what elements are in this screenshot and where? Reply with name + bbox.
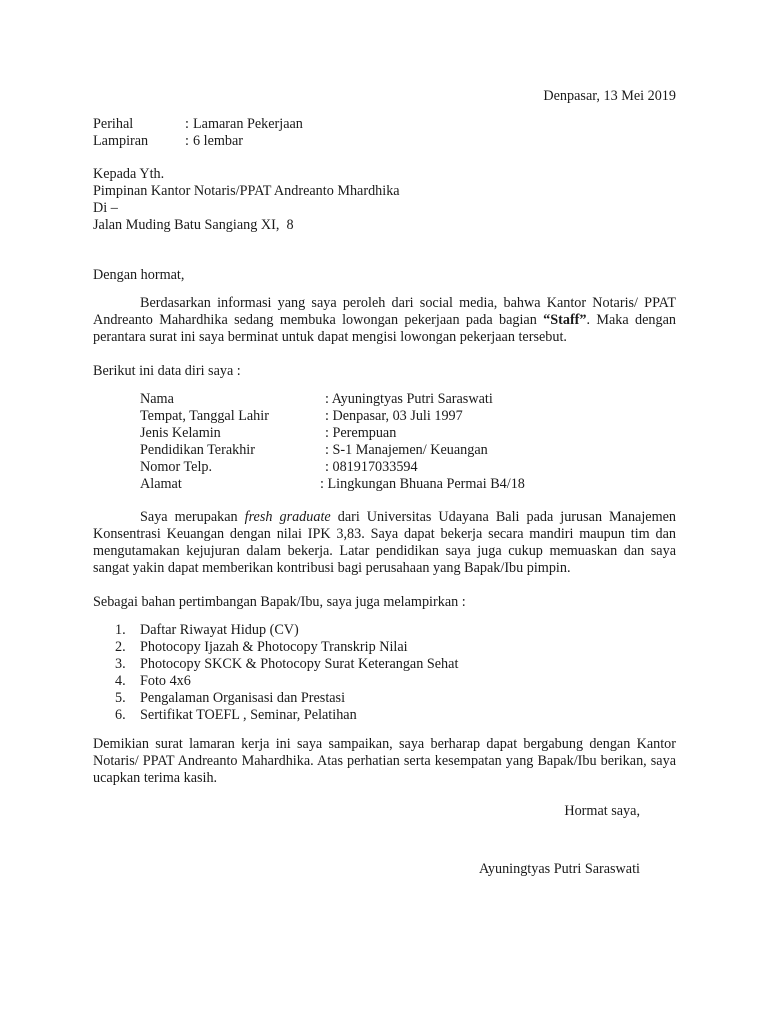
data-value: : Denpasar, 03 Juli 1997	[325, 408, 463, 424]
data-value: : Ayuningtyas Putri Saraswati	[325, 391, 493, 407]
data-row-phone	[140, 459, 676, 476]
meta-key: Lampiran	[93, 133, 149, 149]
meta-key: Perihal	[93, 116, 134, 132]
list-item	[93, 622, 676, 639]
paragraph-text: Saya merupakan	[140, 509, 245, 525]
data-value: : 081917033594	[325, 459, 418, 475]
paragraph-intro	[93, 295, 676, 346]
list-text: Photocopy SKCK & Photocopy Surat Keterangan Sehat	[140, 656, 459, 672]
data-key: Pendidikan Terakhir	[140, 442, 255, 458]
data-value: : S-1 Manajemen/ Keuangan	[325, 442, 488, 458]
meta-value: Lamaran Pekerjaan	[193, 116, 303, 132]
paragraph-qualification	[93, 509, 676, 577]
personal-data-intro: Berikut ini data diri saya :	[93, 363, 241, 379]
data-row-birth	[140, 408, 676, 425]
list-text: Foto 4x6	[140, 673, 191, 689]
data-row-education	[140, 442, 676, 459]
closing-salutation: Hormat saya,	[564, 803, 640, 819]
recipient-line: Jalan Muding Batu Sangiang XI, 8	[93, 217, 294, 233]
list-text: Sertifikat TOEFL , Seminar, Pelatihan	[140, 707, 357, 723]
attachments-intro: Sebagai bahan pertimbangan Bapak/Ibu, saya juga melampirkan :	[93, 594, 466, 610]
list-text: Daftar Riwayat Hidup (CV)	[140, 622, 299, 638]
data-key: Jenis Kelamin	[140, 425, 221, 441]
data-key: Nomor Telp.	[140, 459, 213, 475]
list-text: Pengalaman Organisasi dan Prestasi	[140, 690, 346, 706]
greeting: Dengan hormat,	[93, 267, 185, 283]
list-number: 5.	[115, 690, 126, 706]
meta-colon: :	[185, 116, 189, 132]
meta-value: 6 lembar	[193, 133, 244, 149]
list-item	[93, 690, 676, 707]
recipient-line: Di –	[93, 200, 118, 216]
paragraph-text: Berdasarkan informasi yang saya peroleh dari social media, bahwa Kantor Notaris/ PPAT Andreanto Mahardhika sedang membuka lowongan pekerjaan pada bagian	[93, 295, 676, 328]
signature-name: Ayuningtyas Putri Saraswati	[478, 861, 640, 877]
data-value: : Perempuan	[325, 425, 397, 441]
meta-row-subject	[93, 116, 676, 133]
meta-colon: :	[185, 133, 189, 149]
list-item	[93, 656, 676, 673]
list-number: 3.	[115, 656, 126, 672]
list-number: 4.	[115, 673, 126, 689]
data-row-gender	[140, 425, 676, 442]
paragraph-closing: Demikian surat lamaran kerja ini saya sampaikan, saya berharap dapat bergabung dengan Kantor Notaris/ PPAT Andreanto Mahardhika. Atas perhatian serta kesempatan yang Bapak/Ibu berikan, saya ucapkan terima kasih.	[93, 736, 676, 786]
letter-page	[93, 88, 676, 878]
paragraph-text: dari Universitas Udayana Bali pada jurusan Manajemen Konsentrasi Keuangan dengan nilai IPK 3,83. Saya dapat bekerja secara mandiri maupun tim dan mengutamakan kejujuran dalam bekerja. Latar pendidikan saya juga cukup memuaskan dan saya sangat yakin dapat memberikan kontribusi bagi perusahaan yang Bapak/Ibu pimpin.	[93, 509, 677, 576]
attachments-list	[93, 622, 676, 724]
data-row-name	[140, 391, 676, 408]
position-name: “Staff”	[543, 312, 587, 328]
paragraph-text: . Maka dengan perantara surat ini saya berminat untuk dapat mengisi lowongan pekerjaan tersebut.	[93, 312, 676, 345]
list-number: 2.	[115, 639, 126, 655]
meta-row-attachment	[93, 133, 676, 150]
list-item	[93, 639, 676, 656]
data-key: Tempat, Tanggal Lahir	[140, 408, 269, 424]
list-number: 6.	[115, 707, 126, 723]
list-text: Photocopy Ijazah & Photocopy Transkrip Nilai	[140, 639, 408, 655]
list-item	[93, 707, 676, 724]
emphasis-text: fresh graduate	[244, 509, 331, 525]
list-item	[93, 673, 676, 690]
list-number: 1.	[115, 622, 126, 638]
letter-date: Denpasar, 13 Mei 2019	[543, 88, 676, 104]
recipient-line: Kepada Yth.	[93, 166, 165, 182]
data-key: Alamat	[140, 476, 182, 492]
recipient-block	[93, 166, 676, 234]
data-row-address	[140, 476, 676, 493]
recipient-line: Pimpinan Kantor Notaris/PPAT Andreanto Mhardhika	[93, 183, 400, 199]
personal-data-table	[140, 391, 676, 493]
data-value: : Lingkungan Bhuana Permai B4/18	[320, 476, 525, 492]
data-key: Nama	[140, 391, 174, 407]
letter-meta	[93, 116, 676, 150]
